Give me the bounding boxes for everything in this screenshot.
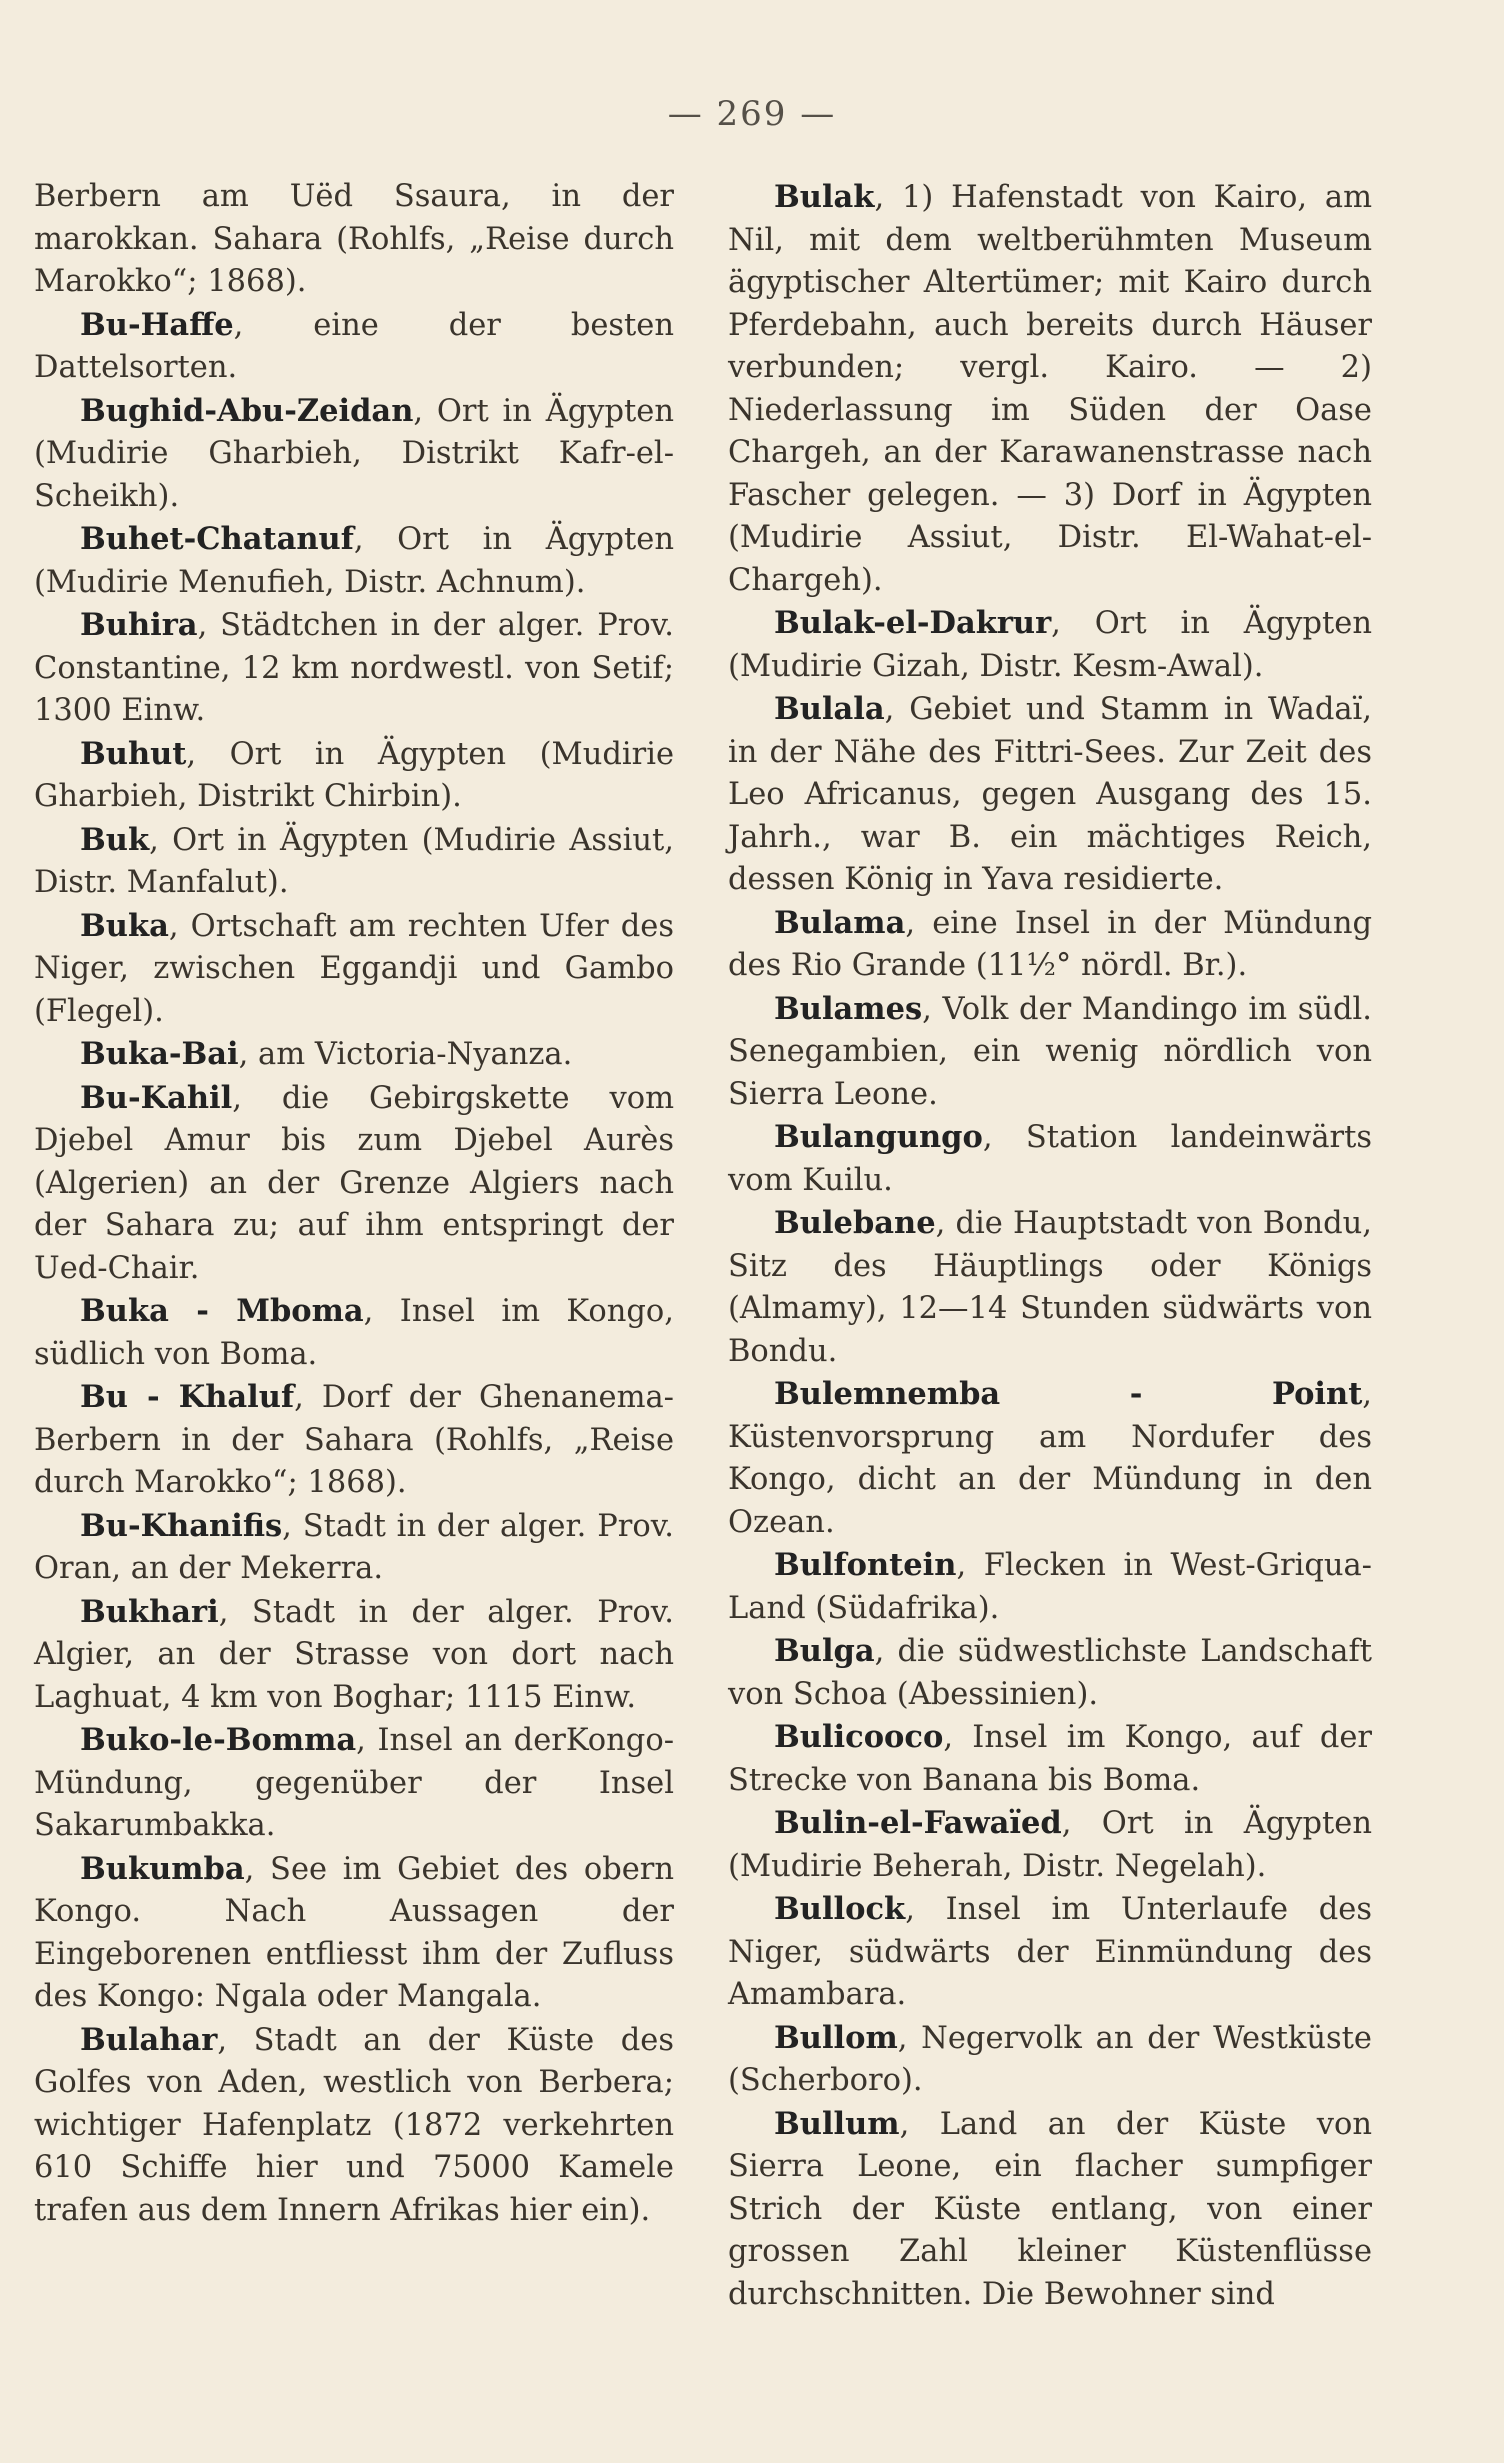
entry-text: , Städtchen in der alger. Prov. Constantine, 12 km nordwestl. von Setif; 1300 Einw. (34, 608, 674, 728)
entry-term: Buhut (80, 735, 187, 772)
entry-text: , Ort in Ägypten (Mudirie Assiut, Distr. Manfalut). (34, 822, 674, 900)
entry-text: , Ortschaft am rechten Ufer des Niger, zwischen Eggandji und Gambo (Flegel). (34, 908, 674, 1029)
entry-text: , Ort in Ägypten (Mudirie Gharbieh, Distrikt Chirbin). (34, 736, 674, 814)
entry-term: Bulames (774, 990, 923, 1027)
entry-term: Bulala (774, 691, 885, 727)
entry-term: Bu-Khanifis (80, 1507, 283, 1544)
dictionary-entry (728, 1116, 1372, 1202)
left-column (34, 176, 674, 2232)
dictionary-entry (34, 1077, 674, 1291)
entry-text: , Stadt in der alger. Prov. Oran, an der Mekerra. (34, 1508, 674, 1586)
dictionary-entry (728, 1544, 1372, 1630)
entry-term: Bu-Haffe (80, 306, 234, 343)
entry-text: , die südwestlichste Landschaft von Schoa (Abessinien). (728, 1634, 1372, 1712)
entry-text: , Land an der Küste von Sierra Leone, ein flacher sumpfiger Strich der Küste entlang, von einer grossen Zahl kleiner Küstenflüsse durchschnitten. Die Bewohner sind (728, 2106, 1372, 2312)
entry-text: , am Victoria-Nyanza. (238, 1037, 573, 1072)
dictionary-entry (728, 1888, 1372, 2017)
dictionary-entry (728, 1373, 1372, 1544)
dictionary-entry (728, 688, 1372, 902)
dictionary-entry (34, 733, 674, 819)
entry-term: Bulin-el-Fawaïed (774, 1805, 1062, 1841)
entry-term: Bu - Khaluf (80, 1379, 295, 1415)
dictionary-entry (34, 1376, 674, 1505)
entry-text: , Insel im Unterlaufe des Niger, südwärts der Einmündung des Amambara. (728, 1892, 1372, 2012)
entry-text: , eine Insel in der Mündung des Rio Grande (11½° nördl. Br.). (728, 905, 1372, 983)
entry-text: , die Gebirgskette vom Djebel Amur bis zum Djebel Aurès (Algerien) an der Grenze Algiers nach der Sahara zu; auf ihm entspringt der Ued-Chair. (34, 1080, 674, 1286)
entry-term: Bullock (774, 1891, 906, 1927)
entry-term: Bullum (774, 2105, 900, 2142)
dictionary-entry (34, 1033, 674, 1077)
entry-text: , Insel im Kongo, auf der Strecke von Banana bis Boma. (728, 1720, 1372, 1798)
entry-text: , Stadt in der alger. Prov. Algier, an der Strasse von dort nach Laghuat, 4 km von Boghar; 1115 Einw. (34, 1594, 674, 1715)
entry-term: Buko-le-Bomma (80, 1722, 357, 1758)
entry-text: , Dorf der Ghenanema-Berbern in der Sahara (Rohlfs, „Reise durch Marokko“; 1868). (34, 1380, 674, 1500)
entry-term: Bughid-Abu-Zeidan (80, 392, 414, 429)
dictionary-entry (728, 902, 1372, 988)
entry-text: , Ort in Ägypten (Mudirie Beherah, Distr. Negelah). (728, 1806, 1372, 1884)
entry-term: Buhira (80, 607, 198, 643)
dictionary-entry (728, 1202, 1372, 1373)
entry-text: , Volk der Mandingo im südl. Senegambien, ein wenig nördlich von Sierra Leone. (728, 991, 1372, 1112)
entry-text: Berbern am Uëd Ssaura, in der marokkan. Sahara (Rohlfs, „Reise durch Marokko“; 1868). (34, 179, 674, 299)
right-column (728, 176, 1372, 2316)
entry-term: Bulangungo (774, 1119, 983, 1155)
dictionary-entry (728, 1716, 1372, 1802)
dictionary-entry (34, 176, 674, 304)
entry-term: Bullom (774, 2019, 898, 2056)
entry-text: , See im Gebiet des obern Kongo. Nach Aussagen der Eingeborenen entfliesst ihm der Zufluss des Kongo: Ngala oder Mangala. (34, 1851, 674, 2014)
dictionary-entry (34, 304, 674, 390)
entry-text: , Ort in Ägypten (Mudirie Gharbieh, Distrikt Kafr-el-Scheikh). (34, 393, 674, 514)
dictionary-entry (34, 1848, 674, 2019)
dictionary-entry (34, 905, 674, 1034)
entry-term: Bulahar (80, 2021, 218, 2058)
dictionary-entry (728, 1630, 1372, 1716)
dictionary-entry (34, 1719, 674, 1848)
entry-term: Buka (80, 907, 169, 944)
page-number: — 269 — (667, 94, 837, 134)
dictionary-entry (728, 2103, 1372, 2317)
dictionary-entry (728, 988, 1372, 1117)
entry-text: , eine der besten Dattelsorten. (34, 307, 674, 385)
entry-text: , die Hauptstadt von Bondu, Sitz des Häuptlings oder Königs (Almamy), 12—14 Stunden südwärts von Bondu. (728, 1206, 1372, 1369)
dictionary-entry (34, 1505, 674, 1591)
entry-text: , Ort in Ägypten (Mudirie Menufieh, Distr. Achnum). (34, 522, 674, 600)
entry-text: , Insel im Kongo, südlich von Boma. (34, 1294, 674, 1372)
entry-text: , Küstenvorsprung am Nordufer des Kongo, dicht an der Mündung in den Ozean. (728, 1377, 1372, 1540)
entry-term: Buka-Bai (80, 1036, 239, 1072)
entry-term: Bukhari (80, 1593, 219, 1630)
entry-term: Bulama (774, 904, 906, 941)
entry-text: , Ort in Ägypten (Mudirie Gizah, Distr. Kesm-Awal). (728, 606, 1372, 684)
entry-term: Bulfontein (774, 1547, 957, 1583)
entry-text: , Negervolk an der Westküste (Scherboro). (728, 2020, 1372, 2098)
entry-text: , 1) Hafenstadt von Kairo, am Nil, mit dem weltberühmten Museum ägyptischer Altertümer; mit Kairo durch Pferdebahn, auch bereits durch Häuser verbunden; vergl. Kairo. — 2) Niederlassung im Süden der Oase Chargeh, an der Karawanenstrasse nach Fascher gelegen. — 3) Dorf in Ägypten (Mudirie Assiut, Distr. El-Wahat-el-Chargeh). (728, 180, 1372, 598)
entry-term: Bukumba (80, 1850, 245, 1887)
dictionary-entry (34, 819, 674, 905)
entry-text: , Stadt an der Küste des Golfes von Aden, westlich von Berbera; wichtiger Hafenplatz (1872 verkehrten 610 Schiffe hier und 75000 Kamele trafen aus dem Innern Afrikas hier ein). (34, 2022, 674, 2228)
entry-term: Bulak-el-Dakrur (774, 605, 1052, 641)
entry-term: Buhet-Chatanuf (80, 521, 354, 557)
entry-text: , Station landeinwärts vom Kuilu. (728, 1120, 1372, 1198)
dictionary-entry (34, 1591, 674, 1720)
dictionary-entry (34, 390, 674, 519)
dictionary-entry (34, 518, 674, 604)
dictionary-entry (34, 2019, 674, 2233)
entry-term: Bulebane (774, 1205, 936, 1241)
dictionary-entry (728, 176, 1372, 602)
entry-text: , Insel an derKongo-Mündung, gegenüber der Insel Sakarumbakka. (34, 1723, 674, 1843)
entry-text: , Gebiet und Stamm in Wadaï, in der Nähe des Fittri-Sees. Zur Zeit des Leo Africanus, gegen Ausgang des 15. Jahrh., war B. ein mächtiges Reich, dessen König in Yava residierte. (728, 692, 1372, 897)
entry-term: Buk (80, 821, 150, 858)
entry-term: Buka - Mboma (80, 1293, 364, 1329)
entry-term: Bu-Kahil (80, 1079, 233, 1116)
entry-term: Bulemnemba - Point (774, 1376, 1363, 1412)
entry-term: Bulga (774, 1633, 875, 1669)
dictionary-entry (728, 2017, 1372, 2103)
dictionary-entry (728, 1802, 1372, 1888)
dictionary-entry (34, 604, 674, 733)
entry-term: Bulak (774, 179, 875, 215)
dictionary-entry (728, 602, 1372, 688)
entry-term: Bulicooco (774, 1719, 944, 1755)
entry-text: , Flecken in West-Griqua-Land (Südafrika). (728, 1548, 1372, 1626)
dictionary-entry (34, 1290, 674, 1376)
